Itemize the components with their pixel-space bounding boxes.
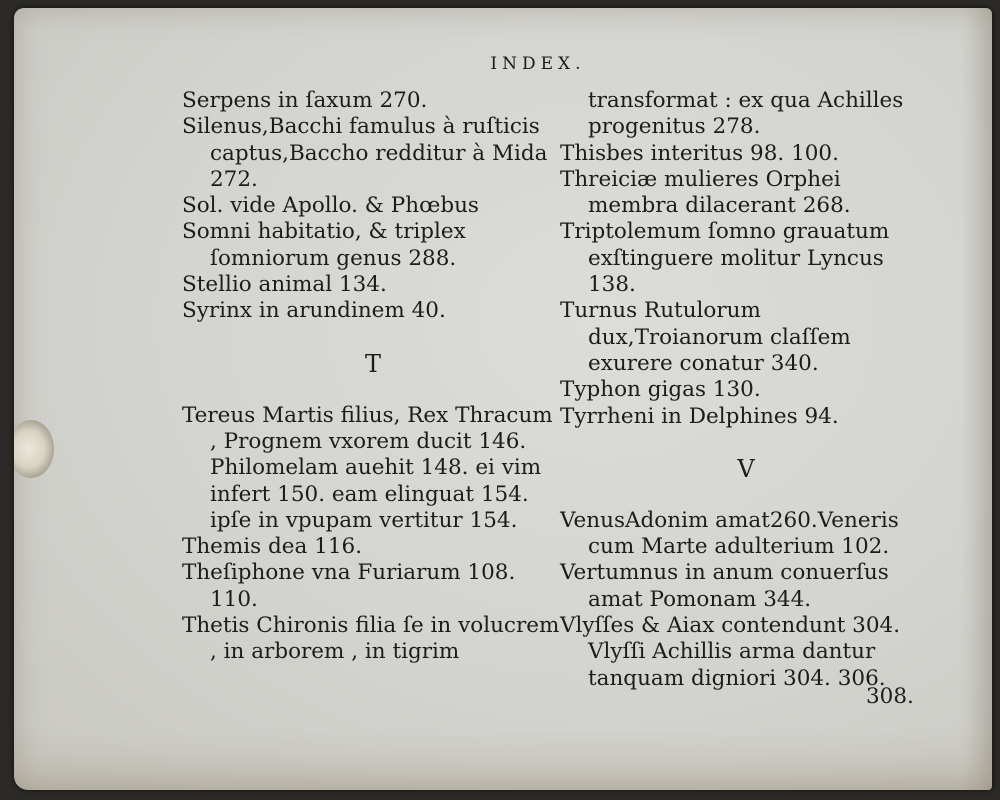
index-entry: Turnus Rutulorum dux,Troianorum claſſem exurere conatur 340. — [560, 298, 851, 376]
index-entry: Stellio animal 134. — [182, 272, 387, 298]
index-entry: Triptolemum ſomno grauatum exſtinguere molitur Lyncus 138. — [560, 219, 890, 298]
index-entry: Vlyſſes & Aiax contendunt 304. Vlyſſi Achillis arma dantur tanquam digniori 304. 306. — [560, 613, 901, 691]
spacer — [182, 377, 564, 403]
index-entry: Theſiphone vna Furiarum 108. 110. — [182, 560, 516, 612]
binding-hole — [14, 420, 54, 478]
running-head: INDEX. — [490, 54, 586, 74]
section-letter-t: T — [364, 349, 381, 378]
spacer — [182, 325, 564, 351]
index-entry: Silenus,Bacchi famulus à ruſticis captus,Baccho redditur à Mida 272. — [182, 114, 548, 192]
index-entry: Syrinx in arundinem 40. — [182, 298, 446, 324]
index-entry: VenusAdonim amat260.Veneris cum Marte adulterium 102. — [560, 507, 899, 560]
index-entry: Somni habitatio, & triplex ſomniorum genus 288. — [182, 219, 466, 271]
index-entry: Sol. vide Apollo. & Phœbus — [182, 193, 479, 219]
index-entry: Serpens in ſaxum 270. — [182, 88, 428, 113]
index-entry: Threiciæ mulieres Orphei membra dilacerant 268. — [560, 166, 851, 219]
index-entry: Typhon gigas 130. — [560, 377, 761, 403]
page-edge-shadow — [962, 8, 992, 790]
index-entry: Thetis Chironis filia ſe in volucrem , in arborem , in tigrim — [182, 613, 560, 665]
spacer — [560, 482, 932, 508]
index-entry: Tyrrheni in Delphines 94. — [560, 403, 839, 429]
page-bottom-shadow — [14, 730, 992, 790]
index-entry: Themis dea 116. — [182, 534, 363, 560]
book-page — [14, 8, 992, 790]
section-letter-v: V — [737, 454, 755, 483]
index-entry: Thisbes interitus 98. 100. — [560, 140, 839, 166]
right-column — [560, 88, 932, 692]
index-entry-continuation: transformat : ex qua Achilles progenitus 278. — [588, 88, 904, 140]
index-entry: Tereus Martis filius, Rex Thracum , Prognem vxorem ducit 146. Philomelam auehit 148. ei vim infert 150. eam elinguat 154. ipſe in vpupam vertitur 154. — [182, 402, 553, 533]
spacer — [560, 430, 932, 456]
index-entry: Vertumnus in anum conuerſus amat Pomonam 344. — [560, 560, 889, 612]
left-column — [182, 88, 564, 666]
trailing-page-number: 308. — [866, 684, 914, 709]
